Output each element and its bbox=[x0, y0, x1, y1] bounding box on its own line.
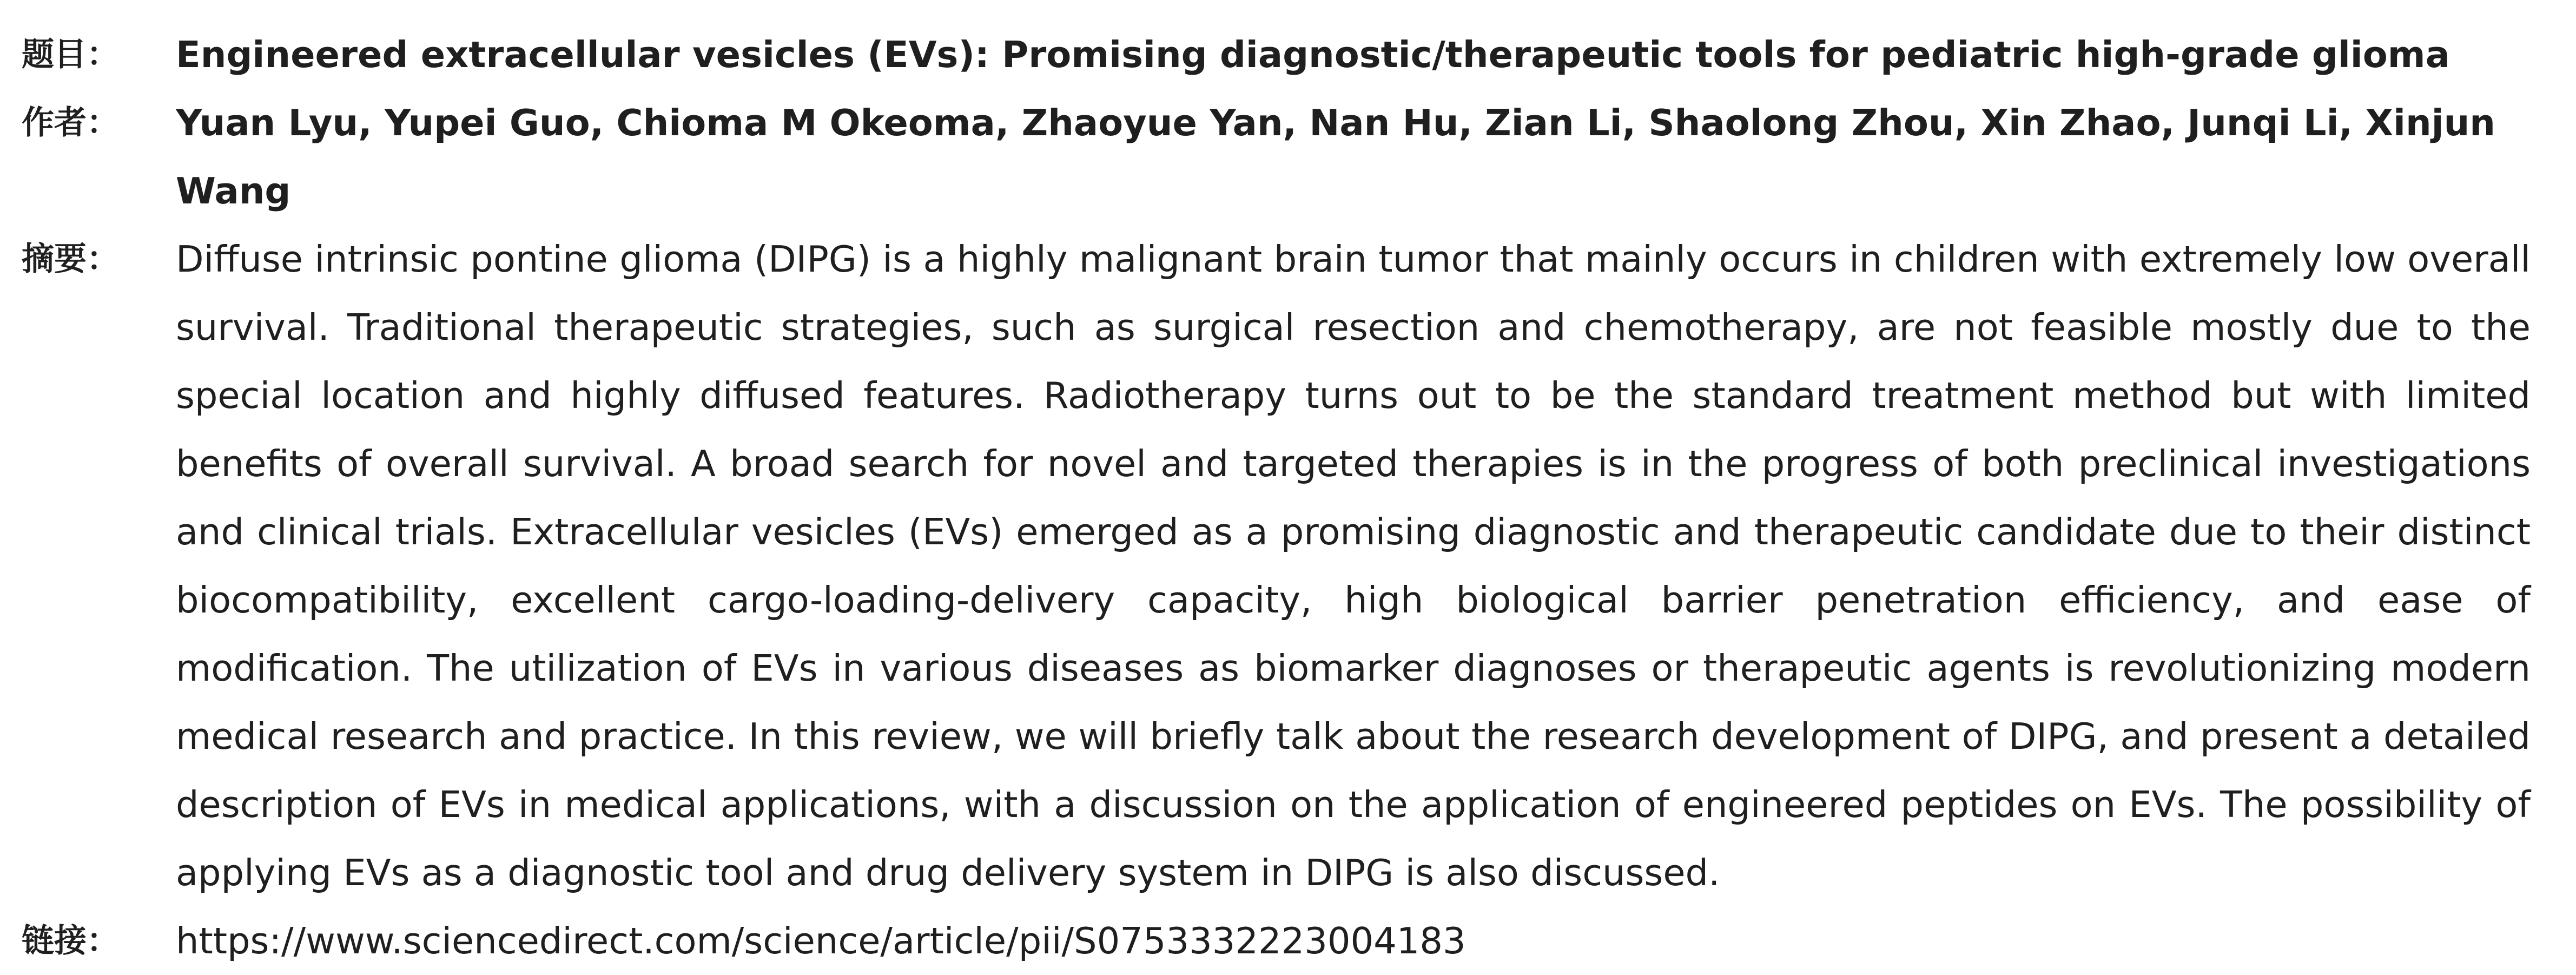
authors-row bbox=[22, 89, 2531, 225]
link-row bbox=[22, 907, 2531, 975]
abstract-label: 摘要： bbox=[22, 240, 119, 278]
title-row bbox=[22, 21, 2531, 89]
title-label: 题目： bbox=[22, 36, 119, 74]
link-label: 链接： bbox=[22, 922, 119, 960]
article-title: Engineered extracellular vesicles (EVs): Promising diagnostic/therapeutic tools for pediatric high-grade glioma bbox=[176, 34, 2450, 76]
article-authors: Yuan Lyu, Yupei Guo, Chioma M Okeoma, Zhaoyue Yan, Nan Hu, Zian Li, Shaolong Zhou, Xin Zhao, Junqi Li, Xinjun Wang bbox=[176, 102, 2495, 212]
abstract-row bbox=[22, 225, 2531, 907]
article-abstract: Diffuse intrinsic pontine glioma (DIPG) is a highly malignant brain tumor that mainly occurs in children with extremely low overall survival. Traditional therapeutic strategies, such as surgical resection and chemotherapy, are not feasible mostly due to the special location and highly diffused features. Radiotherapy turns out to be the standard treatment method but with limited benefits of overall survival. A broad search for novel and targeted therapies is in the progress of both preclinical investigations and clinical trials. Extracellular vesicles (EVs) emerged as a promising diagnostic and therapeutic candidate due to their distinct biocompatibility, excellent cargo-loading-delivery capacity, high biological barrier penetration efficiency, and ease of modification. The utilization of EVs in various diseases as biomarker diagnoses or therapeutic agents is revolutionizing modern medical research and practice. In this review, we will briefly talk about the research development of DIPG, and present a detailed description of EVs in medical applications, with a discussion on the application of engineered peptides on EVs. The possibility of applying EVs as a diagnostic tool and drug delivery system in DIPG is also discussed. bbox=[176, 238, 2531, 894]
authors-label: 作者： bbox=[22, 104, 119, 142]
article-link[interactable]: https://www.sciencedirect.com/science/article/pii/S0753332223004183 bbox=[176, 920, 1466, 962]
